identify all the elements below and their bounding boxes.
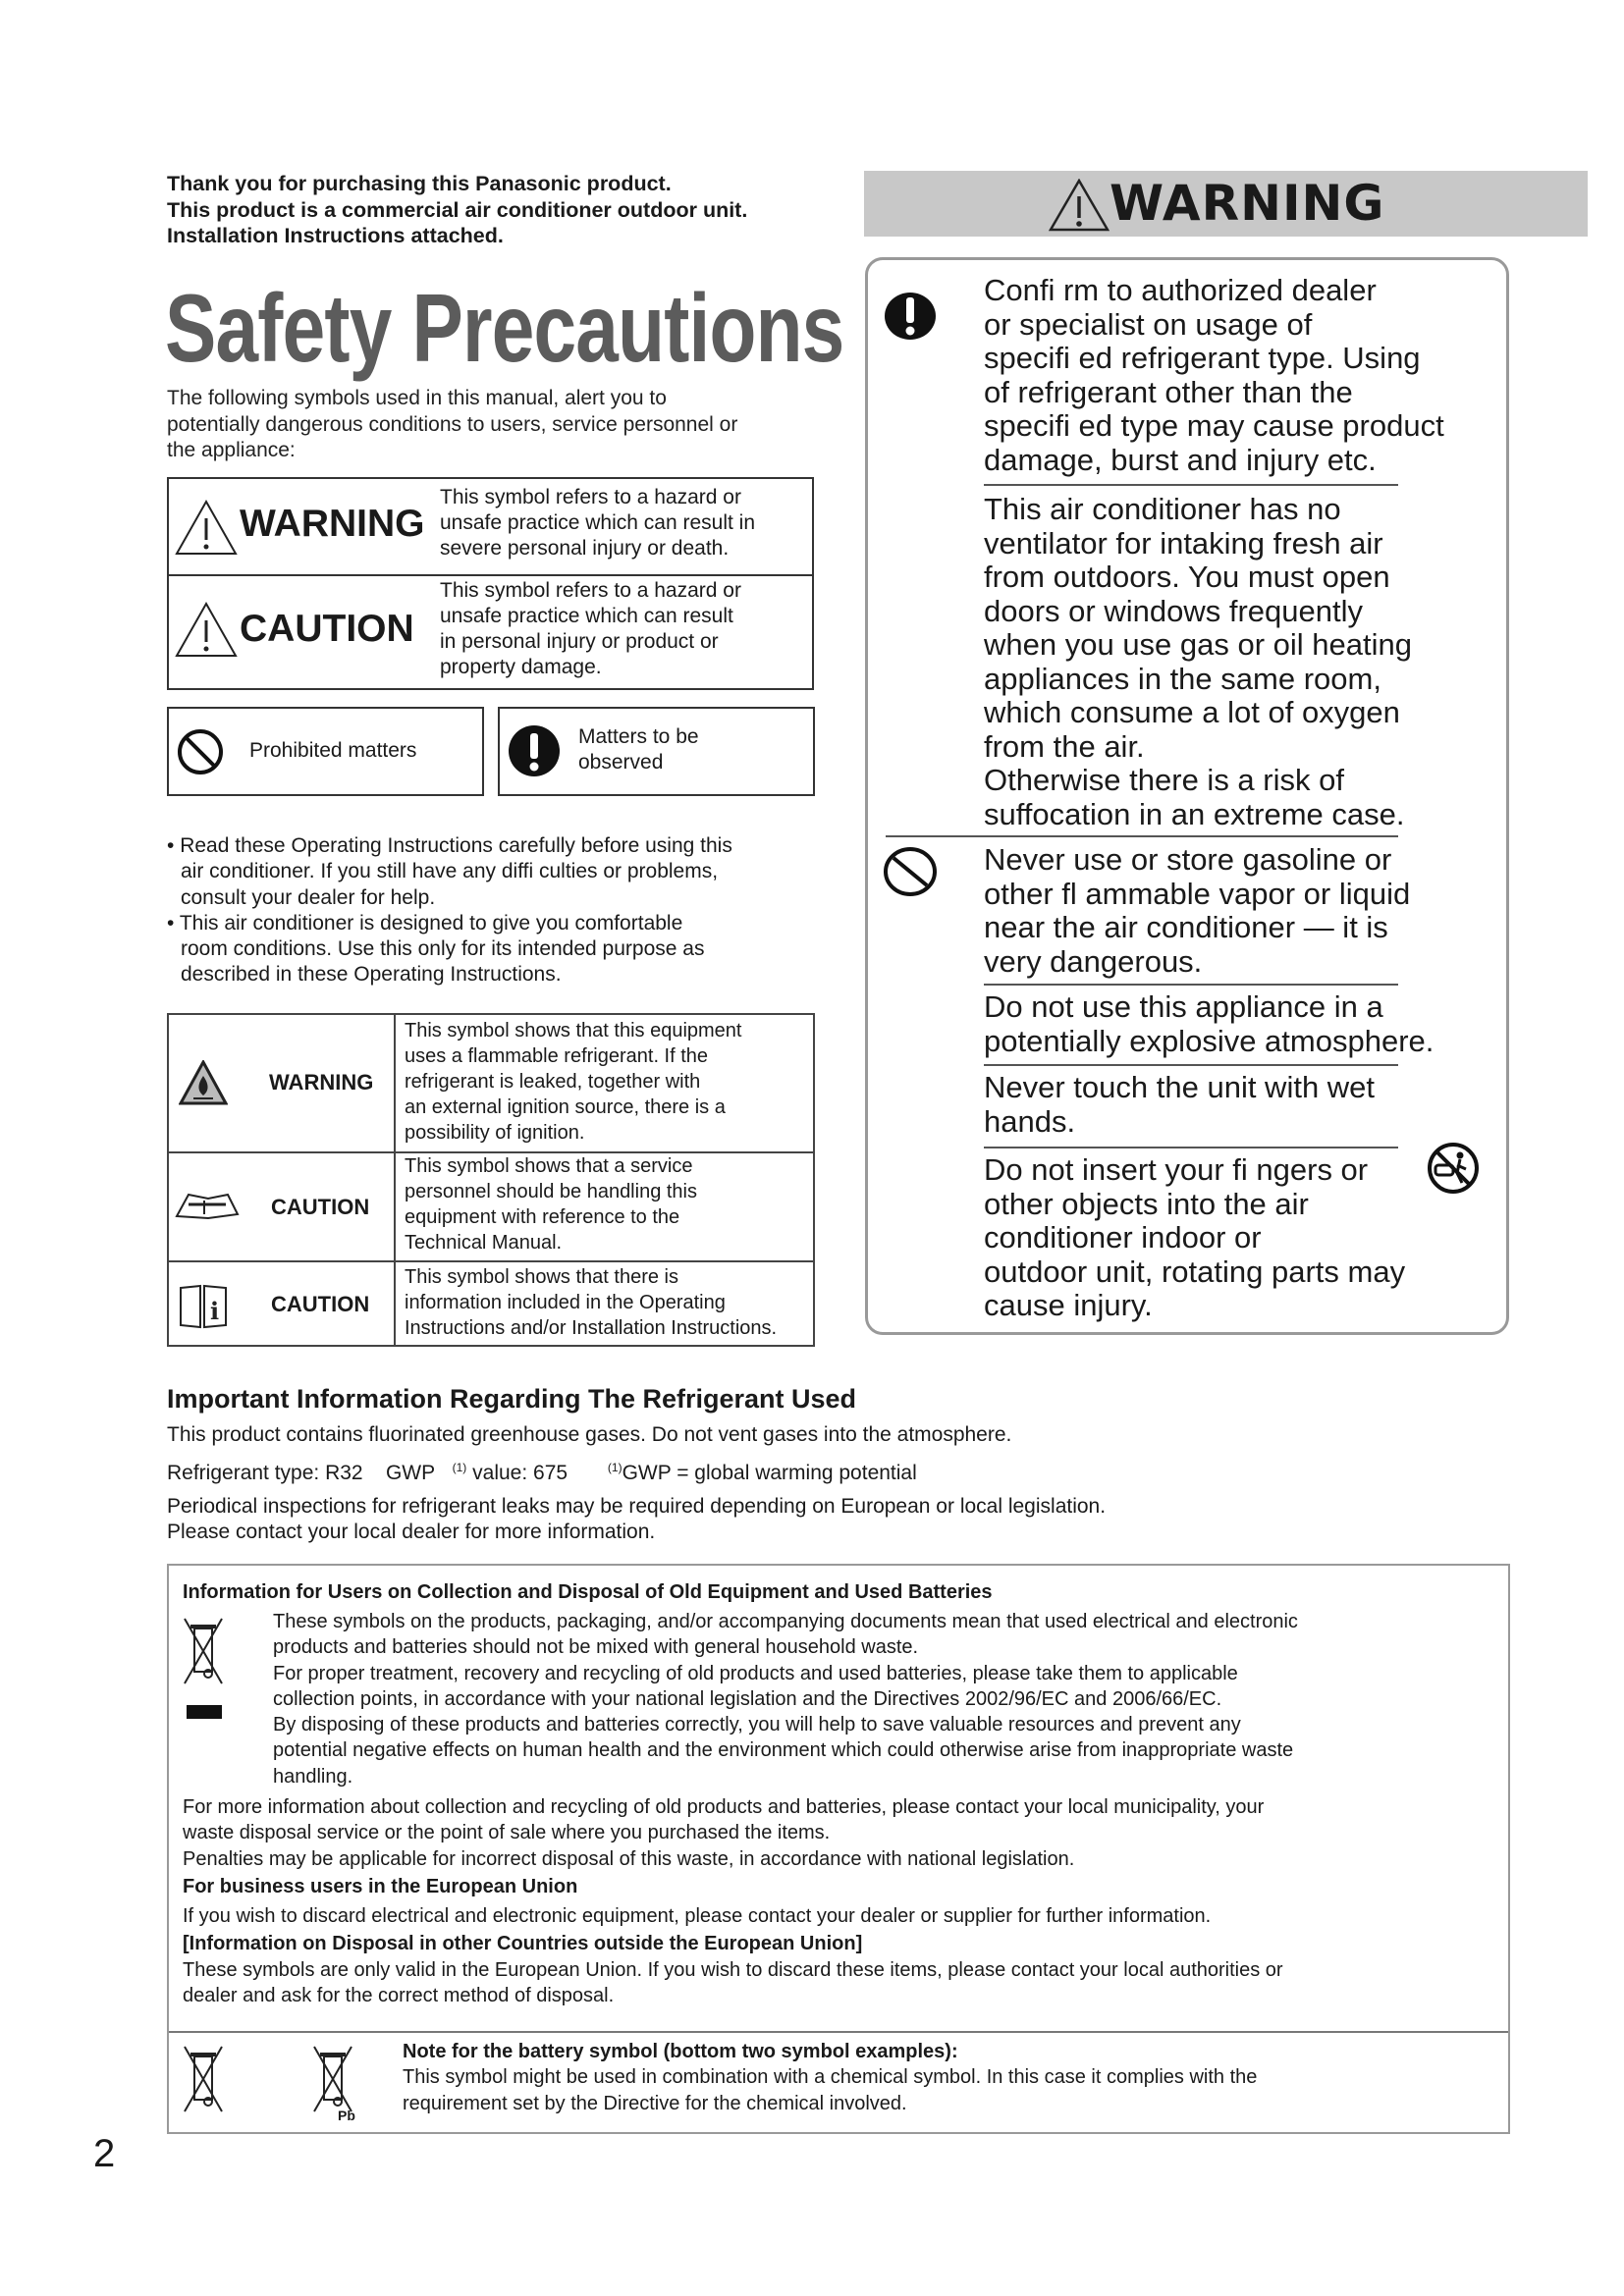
page-number: 2 xyxy=(93,2132,116,2175)
warning-fingers xyxy=(984,1152,1406,1323)
line: Technical Manual. xyxy=(405,1232,563,1254)
line: collection points, in accordance with your national legislation and the Directives 2002/96/EC and 2006/66/EC. xyxy=(273,1687,1222,1710)
warning-banner xyxy=(864,171,1588,237)
crossed-bin-icon xyxy=(183,1615,224,1688)
line: conditioner indoor or xyxy=(984,1220,1262,1255)
desc-line: The following symbols used in this manual, alert you to xyxy=(167,387,667,409)
line: an external ignition source, there is a xyxy=(405,1096,726,1118)
line: uses a flammable refrigerant. If the xyxy=(405,1045,709,1067)
flammable-row xyxy=(169,1015,813,1153)
line: severe personal injury or death. xyxy=(440,537,730,560)
refrigerant-type-line xyxy=(167,1455,1106,1486)
line: potential negative effects on human health and the environment which could otherwise arise from inappropriate waste xyxy=(273,1739,1294,1762)
line: property damage. xyxy=(440,656,602,678)
line: equipment with reference to the xyxy=(405,1206,680,1228)
flammable-desc xyxy=(405,1018,742,1146)
operating-instructions-row xyxy=(169,1262,813,1347)
line: Never use or store gasoline or xyxy=(984,842,1392,877)
business-heading: For business users in the European Union xyxy=(183,1875,578,1897)
line: personnel should be handling this xyxy=(405,1181,697,1202)
line: Periodical inspections for refrigerant leaks may be required depending on European or local legislation. xyxy=(167,1495,1107,1518)
service-desc xyxy=(405,1153,697,1255)
bullet: • xyxy=(167,834,175,857)
info-desc xyxy=(405,1264,777,1341)
warning-explosive xyxy=(984,989,1435,1058)
service-caution-label: CAUTION xyxy=(271,1195,370,1219)
refrigerant-type: Refrigerant type: R32 xyxy=(167,1462,363,1484)
footnote-mark: (1) xyxy=(607,1461,623,1474)
warning-ventilation xyxy=(984,492,1413,831)
prohibited-icon xyxy=(177,728,224,775)
line: unsafe practice which can result xyxy=(440,605,733,627)
line: This air conditioner has no xyxy=(984,492,1341,526)
line: This symbol refers to a hazard or xyxy=(440,486,741,508)
outside-eu-heading: [Information on Disposal in other Countries outside the European Union] xyxy=(183,1933,863,1955)
info-manual-icon xyxy=(179,1284,228,1329)
line: air conditioner. If you still have any diffi culties or problems, xyxy=(181,860,719,883)
intro-line: This product is a commercial air conditioner outdoor unit. xyxy=(167,197,748,222)
line: handling. xyxy=(273,1765,353,1788)
black-bar-symbol xyxy=(187,1705,222,1719)
line: Never touch the unit with wet xyxy=(984,1070,1376,1104)
crossed-bin-icon xyxy=(183,2043,224,2116)
line: By disposing of these products and batteries correctly, you will help to save valuable resources and prevent any xyxy=(273,1714,1241,1736)
svg-text:i: i xyxy=(210,1297,220,1325)
line: These symbols are only valid in the European Union. If you wish to discard these items, please contact your local authorities or xyxy=(183,1958,1283,1981)
prohibited-icon xyxy=(884,845,937,898)
line: This symbol shows that a service xyxy=(405,1155,693,1177)
line: suffocation in an extreme case. xyxy=(984,796,1405,831)
page-title: Safety Precautions xyxy=(165,274,844,382)
line: If you wish to discard electrical and electronic equipment, please contact your dealer or supplier for further information. xyxy=(183,1905,1212,1928)
observed-label xyxy=(578,724,699,775)
line: This symbol refers to a hazard or xyxy=(440,579,741,602)
bullet-item xyxy=(167,833,815,911)
bullet-item xyxy=(167,911,815,988)
line: room conditions. Use this only for its intended purpose as xyxy=(181,937,705,961)
line: Instructions and/or Installation Instructions. xyxy=(405,1317,778,1339)
divider xyxy=(886,835,1398,837)
battery-heading: Note for the battery symbol (bottom two symbol examples): xyxy=(403,2041,958,2062)
line: doors or windows frequently xyxy=(984,593,1363,628)
line: For proper treatment, recovery and recycling of old products and used batteries, please take them to applicable xyxy=(273,1662,1238,1684)
refrigerant-info xyxy=(167,1384,1106,1545)
warning-box xyxy=(865,257,1509,1335)
line: observed xyxy=(578,751,664,774)
service-manual-row xyxy=(169,1153,813,1262)
line: potentially explosive atmosphere. xyxy=(984,1023,1435,1058)
line: This symbol shows that this equipment xyxy=(405,1020,742,1041)
gwp-value: value: 675 xyxy=(472,1462,568,1484)
caution-desc xyxy=(440,578,741,680)
warning-banner-title: WARNING xyxy=(1110,175,1385,232)
line: This symbol might be used in combination with a chemical symbol. In this case it complies with the xyxy=(403,2066,1258,2089)
service-manual-icon xyxy=(175,1191,240,1222)
line: Read these Operating Instructions carefully before using this xyxy=(180,834,732,857)
pb-label: Pb xyxy=(338,2108,355,2123)
caution-triangle-icon xyxy=(175,601,238,658)
warning-gasoline xyxy=(984,842,1411,979)
info-caution-label: CAUTION xyxy=(271,1292,370,1316)
line: Otherwise there is a risk of xyxy=(984,763,1344,797)
line: specifi ed refrigerant type. Using xyxy=(984,341,1421,375)
line: This symbol shows that there is xyxy=(405,1266,678,1288)
gwp-label: GWP xyxy=(385,1462,436,1484)
prohibited-legend xyxy=(167,707,484,796)
warning-row xyxy=(169,479,812,576)
line: from the air. xyxy=(984,728,1145,764)
disposal-more-info xyxy=(183,1794,1283,2008)
refrigerant-symbol-table xyxy=(167,1013,815,1347)
symbols-description xyxy=(167,386,737,464)
line: consult your dealer for help. xyxy=(181,885,436,909)
line: from outdoors. You must open xyxy=(984,560,1390,594)
line: refrigerant is leaked, together with xyxy=(405,1071,701,1093)
flammable-warning-icon xyxy=(179,1060,228,1105)
line: possibility of ignition. xyxy=(405,1122,585,1144)
line: cause injury. xyxy=(984,1288,1153,1322)
crossed-bin-pb-icon xyxy=(312,2043,353,2116)
divider xyxy=(984,1147,1398,1148)
line: Please contact your local dealer for more information. xyxy=(167,1521,656,1543)
hazard-symbol-table xyxy=(167,477,814,690)
divider xyxy=(984,1064,1398,1066)
line: damage, burst and injury etc. xyxy=(984,442,1377,477)
divider xyxy=(984,984,1398,986)
line: described in these Operating Instructions. xyxy=(181,963,562,987)
line: Matters to be xyxy=(578,725,699,748)
line: unsafe practice which can result in xyxy=(440,511,755,534)
line: waste disposal service or the point of sale where you purchased the items. xyxy=(183,1822,831,1844)
warning-triangle-icon xyxy=(1049,179,1110,232)
line: This product contains fluorinated greenhouse gases. Do not vent gases into the atmosphere. xyxy=(167,1423,1012,1446)
warning-triangle-icon xyxy=(175,499,238,556)
warning-wet-hands xyxy=(984,1071,1375,1139)
line: Do not use this appliance in a xyxy=(984,989,1383,1024)
line: of refrigerant other than the xyxy=(984,374,1353,409)
caution-row xyxy=(169,576,812,688)
flammable-warning-label: WARNING xyxy=(269,1070,374,1095)
line: specifi ed type may cause product xyxy=(984,408,1444,443)
intro-line: Thank you for purchasing this Panasonic product. xyxy=(167,172,672,195)
warning-refrigerant-type xyxy=(984,273,1444,477)
mandatory-exclamation-icon xyxy=(884,290,937,343)
line: Do not insert your fi ngers or xyxy=(984,1152,1369,1187)
mandatory-exclamation-icon xyxy=(508,724,561,777)
line: when you use gas or oil heating xyxy=(984,627,1413,662)
line: requirement set by the Directive for the chemical involved. xyxy=(403,2092,907,2114)
line: information included in the Operating xyxy=(405,1292,726,1313)
disposal-heading: Information for Users on Collection and Disposal of Old Equipment and Used Batteries xyxy=(183,1581,993,1603)
line: Penalties may be applicable for incorrect disposal of this waste, in accordance with national legislation. xyxy=(183,1847,1075,1870)
refrigerant-heading: Important Information Regarding The Refrigerant Used xyxy=(167,1384,857,1414)
line: products and batteries should not be mixed with general household waste. xyxy=(273,1636,919,1659)
footnote-mark: (1) xyxy=(452,1461,467,1474)
line: ventilator for intaking fresh air xyxy=(984,525,1383,561)
divider xyxy=(984,484,1398,486)
line: other fl ammable vapor or liquid xyxy=(984,876,1411,911)
battery-note xyxy=(403,2039,1257,2116)
desc-line: potentially dangerous conditions to users, service personnel or xyxy=(167,412,738,436)
line: This air conditioner is designed to give you comfortable xyxy=(179,911,683,934)
line: very dangerous. xyxy=(984,943,1203,979)
line: which consume a lot of oxygen xyxy=(984,695,1400,729)
disposal-info-box xyxy=(167,1564,1510,2134)
line: For more information about collection and recycling of old products and batteries, please contact your local municipality, your xyxy=(183,1796,1265,1818)
prohibited-label: Prohibited matters xyxy=(249,739,417,762)
observed-legend xyxy=(498,707,815,796)
line: These symbols on the products, packaging, and/or accompanying documents mean that used electrical and electronic xyxy=(273,1611,1298,1632)
divider xyxy=(169,2031,1508,2033)
desc-line: the appliance: xyxy=(167,439,296,461)
line: other objects into the air xyxy=(984,1186,1309,1221)
usage-notes xyxy=(167,833,815,988)
line: Confi rm to authorized dealer xyxy=(984,273,1377,307)
caution-label: CAUTION xyxy=(240,608,414,650)
bullet: • xyxy=(167,911,175,934)
warning-desc xyxy=(440,485,755,561)
line: near the air conditioner — it is xyxy=(984,910,1388,944)
line: hands. xyxy=(984,1103,1076,1139)
gwp-footnote: GWP = global warming potential xyxy=(622,1462,917,1484)
intro xyxy=(167,171,747,249)
line: appliances in the same room, xyxy=(984,661,1381,696)
disposal-symbols-text xyxy=(273,1609,1298,1789)
no-fingers-fan-icon xyxy=(1427,1142,1480,1195)
intro-line: Installation Instructions attached. xyxy=(167,224,504,247)
warning-label: WARNING xyxy=(240,503,425,545)
line: dealer and ask for the correct method of disposal. xyxy=(183,1985,615,2007)
line: or specialist on usage of xyxy=(984,306,1313,342)
line: in personal injury or product or xyxy=(440,630,719,653)
line: outdoor unit, rotating parts may xyxy=(984,1254,1406,1289)
